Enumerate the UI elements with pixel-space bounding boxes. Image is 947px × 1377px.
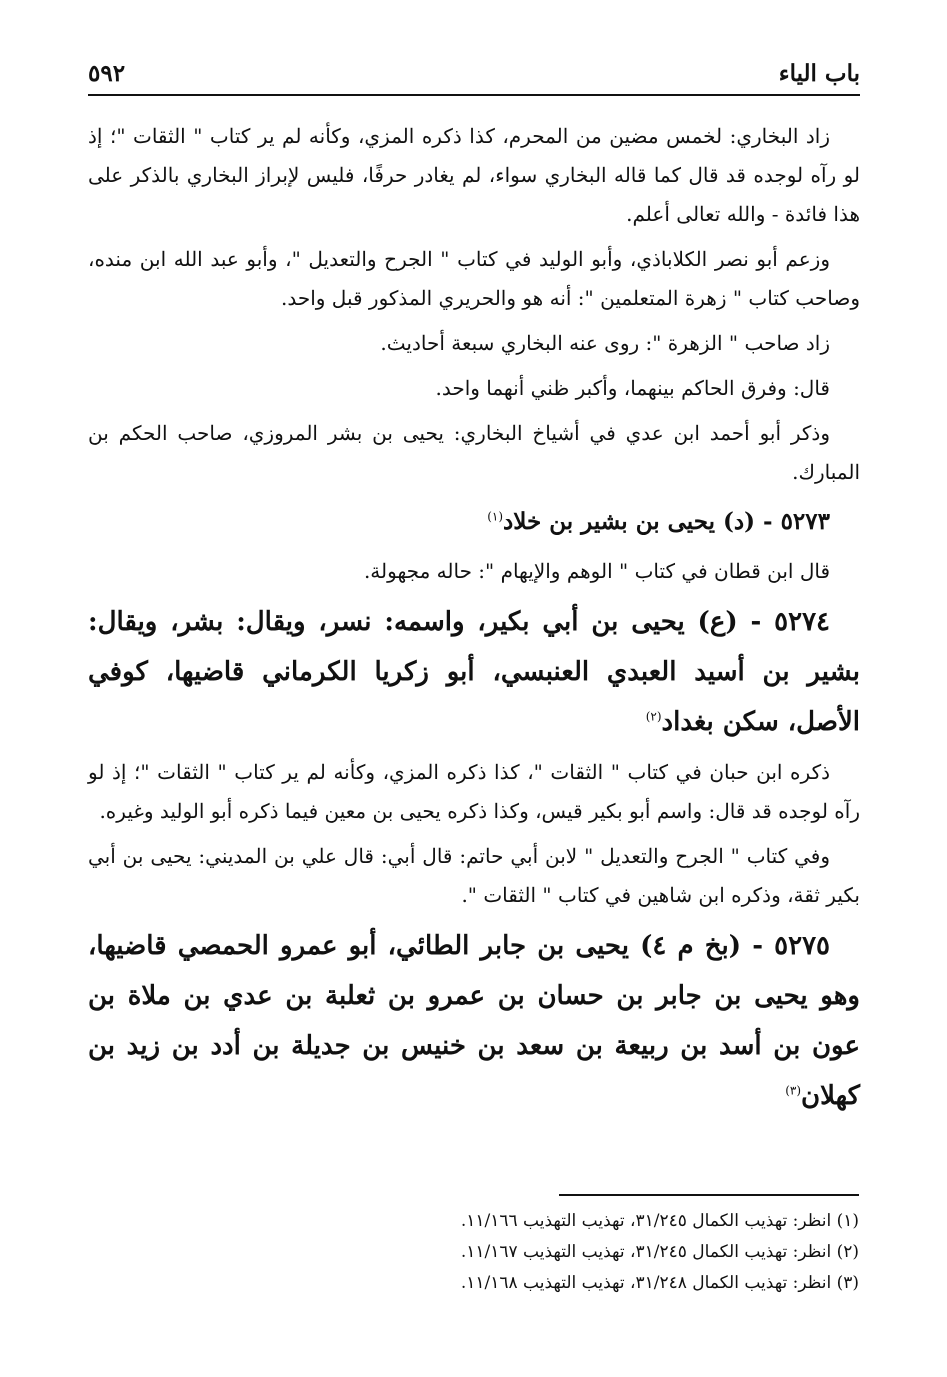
running-title: باب الياء (778, 60, 860, 87)
paragraph-4: قال: وفرق الحاكم بينهما، وأكبر ظني أنهما واحد. (435, 376, 830, 400)
page-header (88, 54, 860, 96)
entry-heading-5274-text: ٥٢٧٤ - (ع) يحيى بن أبي بكير، واسمه: نسر، ويقال: بشر، ويقال: بشير بن أسيد العبدي العنبسي، أبو زكريا الكرماني قاضيها، كوفي الأصل، سكن بغداد (88, 607, 860, 737)
footnote-mark-2: (٢) (645, 709, 662, 724)
footnote-3: (٣) انظر: تهذيب الكمال ٣١/٢٤٨، تهذيب التهذيب ١١/١٦٨. (460, 1273, 859, 1293)
entry-5274-text-1: ذكره ابن حبان في كتاب " الثقات "، كذا ذكره المزي، وكأنه لم ير كتاب " الثقات "؛ إذ لو رآه لوجده قد قال: واسم أبو بكير قيس، وكذا ذكره يحيى بن معين فيما ذكره أبو الوليد وغيره. (88, 760, 860, 823)
entry-heading-5275-text: ٥٢٧٥ - (بخ م ٤) يحيى بن جابر الطائي، أبو عمرو الحمصي قاضيها، وهو يحيى بن جابر بن حسان بن عمرو بن ثعلبة بن عدي بن ملاة بن عون بن أسد بن ربيعة بن سعد بن خنيس بن جديلة بن أدد بن زيد بن كهلان (88, 931, 860, 1111)
entry-5274-text-2: وفي كتاب " الجرح والتعديل " لابن أبي حاتم: قال أبي: قال علي بن المديني: يحيى بن أبي بكير ثقة، وذكره ابن شاهين في كتاب " الثقات ". (88, 844, 860, 907)
entry-heading-5274 (88, 597, 860, 747)
footnote-divider (559, 1194, 859, 1196)
entry-5273-text: قال ابن قطان في كتاب " الوهم والإيهام ": حاله مجهولة. (363, 559, 830, 583)
footnote-1: (١) انظر: تهذيب الكمال ٣١/٢٤٥، تهذيب التهذيب ١١/١٦٦. (460, 1211, 859, 1231)
page-body (88, 117, 860, 1127)
footnote-mark-3: (٣) (785, 1083, 802, 1098)
paragraph-3: زاد صاحب " الزهرة ": روى عنه البخاري سبعة أحاديث. (380, 331, 830, 355)
entry-heading-5273 (88, 498, 860, 546)
entry-heading-5273-text: ٥٢٧٣ - (د) يحيى بن بشير بن خلاد (503, 508, 830, 535)
footnote-2: (٢) انظر: تهذيب الكمال ٣١/٢٤٥، تهذيب التهذيب ١١/١٦٧. (460, 1242, 859, 1262)
paragraph-1: زاد البخاري: لخمس مضين من المحرم، كذا ذكره المزي، وكأنه لم ير كتاب " الثقات "؛ إذ لو رآه لوجده قد قال كما قاله البخاري سواء، لم يغادر حرفًا، فليس لإبراز البخاري بالذكر على هذا فائدة - والله تعالى أعلم. (88, 124, 860, 226)
footnotes (87, 1206, 859, 1299)
paragraph-2: وزعم أبو نصر الكلاباذي، وأبو الوليد في كتاب " الجرح والتعديل "، وأبو عبد الله ابن منده، وصاحب كتاب " زهرة المتعلمين ": أنه هو والحريري المذكور قبل واحد. (88, 247, 860, 310)
page-number: ٥٩٢ (88, 60, 126, 87)
paragraph-5: وذكر أبو أحمد ابن عدي في أشياخ البخاري: يحيى بن بشر المروزي، صاحب الحكم بن المبارك. (88, 421, 860, 484)
entry-heading-5275 (88, 921, 860, 1121)
footnote-mark-1: (١) (487, 509, 504, 524)
